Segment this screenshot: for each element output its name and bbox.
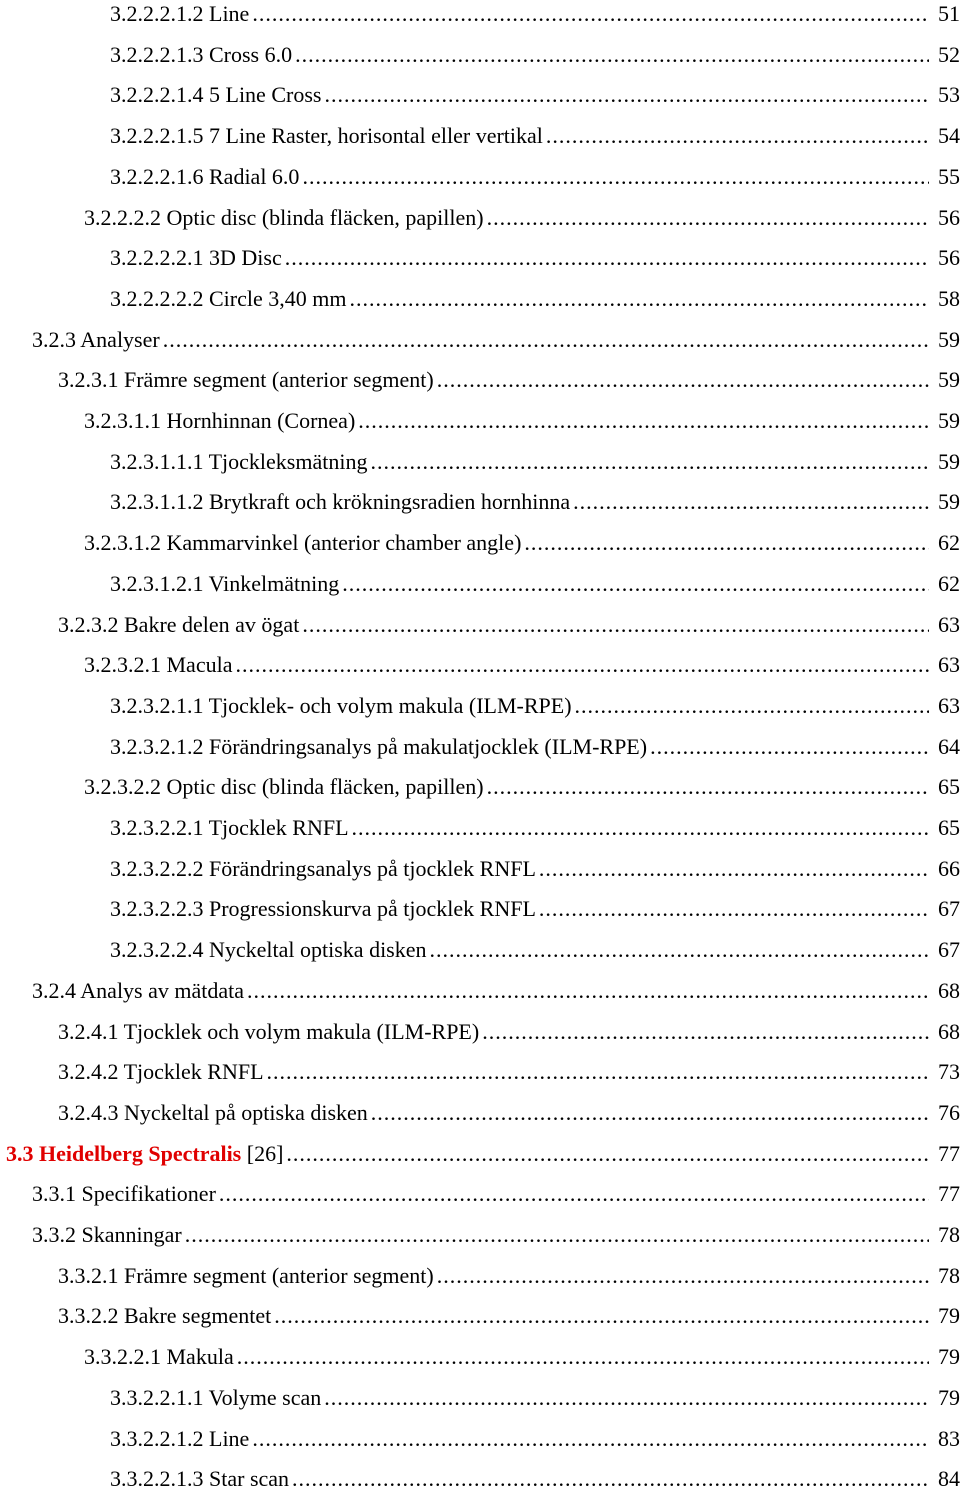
toc-entry[interactable]	[0, 852, 960, 882]
toc-entry-number: 3.2.3.2	[58, 611, 119, 637]
toc-entry[interactable]	[0, 445, 960, 475]
toc-entry-title: Star scan	[209, 1466, 290, 1492]
toc-entry[interactable]	[0, 1340, 960, 1370]
toc-entry-text	[110, 896, 536, 922]
toc-page-number: 51	[938, 1, 960, 26]
toc-entry-text	[110, 1426, 249, 1452]
toc-entry[interactable]	[0, 974, 960, 1004]
toc-entry[interactable]	[0, 78, 960, 108]
toc-entry[interactable]	[0, 1015, 960, 1045]
toc-entry[interactable]	[0, 648, 960, 678]
toc-entry-number: 3.2.2.2.1.4	[110, 82, 204, 108]
toc-entry-number: 3.3.2.1	[58, 1262, 119, 1288]
toc-dot-leader	[252, 1426, 929, 1452]
toc-dot-leader	[235, 652, 929, 678]
toc-dot-leader	[267, 1059, 929, 1085]
toc-dot-leader	[247, 978, 929, 1004]
toc-entry-number: 3.2.3.1.1.1	[110, 448, 204, 474]
toc-entry-number: 3.2.3.1	[58, 367, 119, 393]
toc-entry[interactable]	[0, 892, 960, 922]
toc-entry-number: 3.3.1	[32, 1181, 76, 1207]
toc-page-number: 66	[938, 855, 960, 881]
toc-entry[interactable]	[0, 567, 960, 597]
toc-dot-leader	[430, 937, 929, 963]
toc-page-number: 63	[938, 692, 960, 718]
toc-entry-text	[110, 449, 367, 475]
toc-page-number: 62	[938, 570, 960, 596]
toc-dot-leader	[342, 571, 929, 597]
toc-page-number: 79	[938, 1344, 960, 1370]
toc-entry[interactable]	[0, 1381, 960, 1411]
toc-entry-title: Heidelberg Spectralis	[39, 1140, 242, 1166]
toc-dot-leader	[371, 1100, 929, 1126]
toc-entry-number: 3.3.2.2.1.1	[110, 1384, 204, 1410]
toc-page-number: 83	[938, 1425, 960, 1451]
toc-entry-title: Bakre delen av ögat	[124, 611, 300, 637]
toc-page-number: 79	[938, 1303, 960, 1329]
toc-page-number: 59	[938, 408, 960, 433]
toc-entry-number: 3.3.2	[32, 1222, 76, 1247]
toc-entry[interactable]	[0, 811, 960, 841]
toc-entry-title: 3D Disc	[209, 245, 282, 271]
toc-entry-number: 3.2.3.2.1.2	[110, 733, 204, 759]
toc-entry-title: Kammarvinkel (anterior chamber angle)	[166, 530, 522, 556]
toc-entry-title: Nyckeltal optiska disken	[209, 937, 427, 963]
toc-entry[interactable]	[0, 1218, 960, 1248]
toc-entry-number: 3.2.3.1.2	[84, 530, 161, 556]
toc-entry[interactable]	[0, 201, 960, 231]
toc-page-number: 56	[938, 245, 960, 271]
toc-page-number: 59	[938, 367, 960, 393]
toc-dot-leader	[349, 286, 929, 312]
toc-page-number: 79	[938, 1384, 960, 1410]
toc-entry-title: Nyckeltal på optiska disken	[124, 1099, 368, 1125]
toc-entry-number: 3.2.3.2.2.4	[110, 937, 204, 963]
toc-entry-text	[58, 1059, 264, 1085]
toc-entry-number: 3.2.2.2.1.2	[110, 1, 204, 26]
toc-entry-title: Cross 6.0	[209, 41, 293, 67]
toc-entry-title: Tjocklek RNFL	[123, 1059, 264, 1085]
toc-dot-leader	[487, 205, 929, 231]
toc-entry[interactable]	[0, 1055, 960, 1085]
toc-dot-leader	[573, 489, 929, 515]
toc-entry-text	[110, 937, 427, 963]
toc-dot-leader	[219, 1181, 929, 1207]
toc-entry[interactable]	[0, 689, 960, 719]
toc-entry-number: 3.2.3.1.1.2	[110, 489, 204, 515]
toc-entry-title: Line	[209, 1425, 250, 1451]
toc-dot-leader	[437, 367, 929, 393]
toc-page-number: 58	[938, 285, 960, 311]
toc-entry[interactable]	[0, 404, 960, 434]
toc-entry-title: Optic disc (blinda fläcken, papillen)	[166, 204, 484, 230]
toc-entry-text	[110, 1466, 289, 1492]
toc-dot-leader	[292, 1466, 929, 1492]
toc-entry-title: Förändringsanalys på tjocklek RNFL	[209, 855, 536, 881]
toc-entry-number: 3.2.3.2.2	[84, 774, 161, 800]
toc-entry-text	[84, 774, 484, 800]
toc-page-number: 67	[938, 896, 960, 922]
toc-entry-text	[6, 1141, 283, 1167]
toc-entry[interactable]	[0, 38, 960, 68]
toc-entry[interactable]	[0, 1299, 960, 1329]
toc-entry-text	[32, 1222, 182, 1248]
toc-entry-text	[110, 82, 321, 108]
toc-entry-title: Macula	[166, 652, 233, 678]
toc-entry-text	[110, 286, 346, 312]
toc-page-number: 59	[938, 489, 960, 515]
toc-dot-leader	[546, 123, 929, 149]
toc-entry[interactable]	[0, 1137, 960, 1167]
toc-entry-title: Analys av mätdata	[80, 977, 245, 1003]
toc-entry-number: 3.2.2.2.2.2	[110, 285, 204, 311]
toc-entry-text	[110, 693, 572, 719]
toc-entry-title: Vinkelmätning	[208, 570, 340, 596]
toc-entry-number: 3.3.2.2.1.3	[110, 1466, 204, 1492]
toc-page-number: 78	[938, 1262, 960, 1288]
toc-dot-leader	[437, 1263, 929, 1289]
toc-entry-title: Främre segment (anterior segment)	[124, 367, 434, 393]
toc-entry[interactable]	[0, 0, 960, 27]
toc-entry[interactable]	[0, 526, 960, 556]
toc-dot-leader	[370, 449, 929, 475]
toc-entry-text	[110, 164, 299, 190]
toc-entry-text	[58, 1100, 368, 1126]
toc-dot-leader	[352, 815, 929, 841]
toc-page-number: 84	[938, 1466, 960, 1492]
toc-page-number: 68	[938, 1018, 960, 1044]
toc-entry-text	[110, 734, 647, 760]
toc-page-number: 78	[938, 1222, 960, 1247]
toc-entry[interactable]	[0, 363, 960, 393]
toc-page-number: 62	[938, 530, 960, 556]
toc-entry[interactable]	[0, 485, 960, 515]
toc-entry-number: 3.2.3.2.2.2	[110, 855, 204, 881]
toc-dot-leader	[324, 1385, 929, 1411]
toc-entry-number: 3.2.3.1.2.1	[110, 570, 204, 596]
toc-entry-title: Progressionskurva på tjocklek RNFL	[209, 896, 536, 922]
toc-dot-leader	[285, 245, 929, 271]
toc-entry-text	[32, 978, 244, 1004]
toc-entry-text	[110, 123, 543, 149]
toc-entry-text	[58, 367, 434, 393]
toc-entry-title: Främre segment (anterior segment)	[124, 1262, 434, 1288]
toc-dot-leader	[324, 82, 929, 108]
toc-entry-number: 3.2.3.2.1	[84, 652, 161, 678]
toc-dot-leader	[524, 530, 929, 556]
toc-entry-text	[84, 205, 484, 231]
toc-page-number: 67	[938, 937, 960, 963]
toc-page-number: 65	[938, 815, 960, 840]
toc-dot-leader	[302, 612, 929, 638]
toc-entry-number: 3.2.4.1	[58, 1018, 119, 1044]
toc-entry[interactable]	[0, 730, 960, 760]
toc-dot-leader	[650, 734, 929, 760]
toc-dot-leader	[539, 896, 929, 922]
toc-entry-title: Specifikationer	[81, 1181, 216, 1207]
toc-dot-leader	[487, 774, 929, 800]
toc-entry[interactable]	[0, 282, 960, 312]
toc-dot-leader	[286, 1141, 929, 1167]
toc-entry-title: Förändringsanalys på makulatjocklek (ILM-RPE)	[209, 733, 648, 759]
toc-page-number: 63	[938, 652, 960, 678]
toc-entry-text	[110, 1, 249, 27]
toc-entry-text	[110, 815, 349, 841]
toc-dot-leader	[185, 1222, 929, 1248]
toc-entry-title: Tjockleksmätning	[208, 448, 368, 474]
toc-entry-title: Tjocklek och volym makula (ILM-RPE)	[123, 1018, 480, 1044]
toc-dot-leader	[237, 1344, 929, 1370]
toc-entry-text	[32, 327, 160, 353]
toc-entry-number: 3.2.2.2.2.1	[110, 245, 204, 271]
toc-entry[interactable]	[0, 770, 960, 800]
toc-page-number: 76	[938, 1099, 960, 1125]
toc-entry-text	[110, 1385, 321, 1411]
toc-entry-text	[110, 571, 339, 597]
toc-entry-citation: [26]	[246, 1140, 284, 1166]
toc-entry-number: 3.2.2.2.1.5	[110, 123, 204, 149]
toc-page-number: 77	[938, 1140, 960, 1166]
toc-entry-text	[110, 856, 536, 882]
toc-entry-number: 3.3	[6, 1140, 34, 1166]
toc-page-number: 73	[938, 1059, 960, 1085]
toc-dot-leader	[482, 1019, 929, 1045]
toc-dot-leader	[274, 1303, 929, 1329]
toc-entry-number: 3.2.4.3	[58, 1099, 119, 1125]
toc-entry-number: 3.2.3	[32, 326, 76, 352]
toc-entry[interactable]	[0, 1177, 960, 1207]
toc-page-number: 52	[938, 41, 960, 67]
toc-entry-number: 3.2.2.2.2	[84, 204, 161, 230]
toc-dot-leader	[163, 327, 929, 353]
toc-entry-title: Optic disc (blinda fläcken, papillen)	[166, 774, 484, 800]
toc-entry-title: Makula	[166, 1344, 234, 1370]
toc-dot-leader	[358, 408, 929, 434]
toc-entry-title: Tjocklek- och volym makula (ILM-RPE)	[208, 692, 572, 718]
toc-page-number: 54	[938, 123, 960, 149]
toc-entry-number: 3.2.2.2.1.3	[110, 41, 204, 67]
toc-entry-text	[84, 652, 232, 678]
toc-entry-number: 3.2.4.2	[58, 1059, 119, 1085]
toc-entry-number: 3.2.3.2.2.3	[110, 896, 204, 922]
toc-entry-title: Line	[209, 1, 250, 26]
toc-entry-text	[110, 489, 570, 515]
toc-entry-title: Hornhinnan (Cornea)	[166, 408, 356, 433]
toc-entry[interactable]	[0, 160, 960, 190]
toc-entry-text	[110, 42, 292, 68]
toc-entry[interactable]	[0, 933, 960, 963]
toc-page-number: 59	[938, 326, 960, 352]
toc-page-number: 63	[938, 611, 960, 637]
toc-page-number: 55	[938, 163, 960, 189]
toc-entry[interactable]	[0, 119, 960, 149]
toc-page-number: 53	[938, 82, 960, 108]
toc-entry-number: 3.3.2.2.1.2	[110, 1425, 204, 1451]
toc-entry[interactable]	[0, 1259, 960, 1289]
toc-dot-leader	[575, 693, 929, 719]
toc-entry-title: Skanningar	[81, 1222, 182, 1247]
toc-page-number: 77	[938, 1181, 960, 1207]
toc-entry-text	[58, 1263, 434, 1289]
toc-entry-number: 3.2.3.1.1	[84, 408, 161, 433]
toc-entry-title: Brytkraft och krökningsradien hornhinna	[209, 489, 571, 515]
toc-dot-leader	[539, 856, 929, 882]
toc-entry[interactable]	[0, 1422, 960, 1452]
toc-page-number: 68	[938, 977, 960, 1003]
toc-entry-number: 3.2.3.2.2.1	[110, 815, 204, 840]
toc-entry-text	[58, 1303, 271, 1329]
toc-entry-title: Bakre segmentet	[124, 1303, 272, 1329]
toc-page-number: 64	[938, 733, 960, 759]
toc-entry-title: 5 Line Cross	[209, 82, 322, 108]
toc-entry-text	[32, 1181, 216, 1207]
toc-entry-title: Tjocklek RNFL	[208, 815, 349, 840]
toc-entry[interactable]	[0, 241, 960, 271]
toc-entry-text	[84, 408, 355, 434]
toc-entry-number: 3.3.2.2	[58, 1303, 119, 1329]
toc-entry-title: Analyser	[80, 326, 160, 352]
toc-entry-text	[84, 530, 521, 556]
toc-entry-text	[58, 1019, 479, 1045]
toc-page-number: 59	[938, 448, 960, 474]
toc-entry-title: Circle 3,40 mm	[209, 285, 347, 311]
toc-dot-leader	[295, 42, 929, 68]
toc-entry-number: 3.2.4	[32, 977, 76, 1003]
toc-entry-title: Radial 6.0	[209, 163, 300, 189]
toc-entry-number: 3.2.3.2.1.1	[110, 692, 204, 718]
toc-entry[interactable]	[0, 1462, 960, 1492]
toc-dot-leader	[302, 164, 929, 190]
toc-entry-title: 7 Line Raster, horisontal eller vertikal	[209, 123, 543, 149]
toc-entry-number: 3.2.2.2.1.6	[110, 163, 204, 189]
toc-entry[interactable]	[0, 608, 960, 638]
toc-page-number: 65	[938, 774, 960, 800]
toc-dot-leader	[252, 1, 929, 27]
toc-entry-text	[110, 245, 282, 271]
toc-entry-number: 3.3.2.2.1	[84, 1344, 161, 1370]
toc-entry-title: Volyme scan	[208, 1384, 322, 1410]
toc-entry-text	[84, 1344, 234, 1370]
toc-entry-text	[58, 612, 299, 638]
toc-entry[interactable]	[0, 323, 960, 353]
toc-entry[interactable]	[0, 1096, 960, 1126]
toc-page-number: 56	[938, 204, 960, 230]
